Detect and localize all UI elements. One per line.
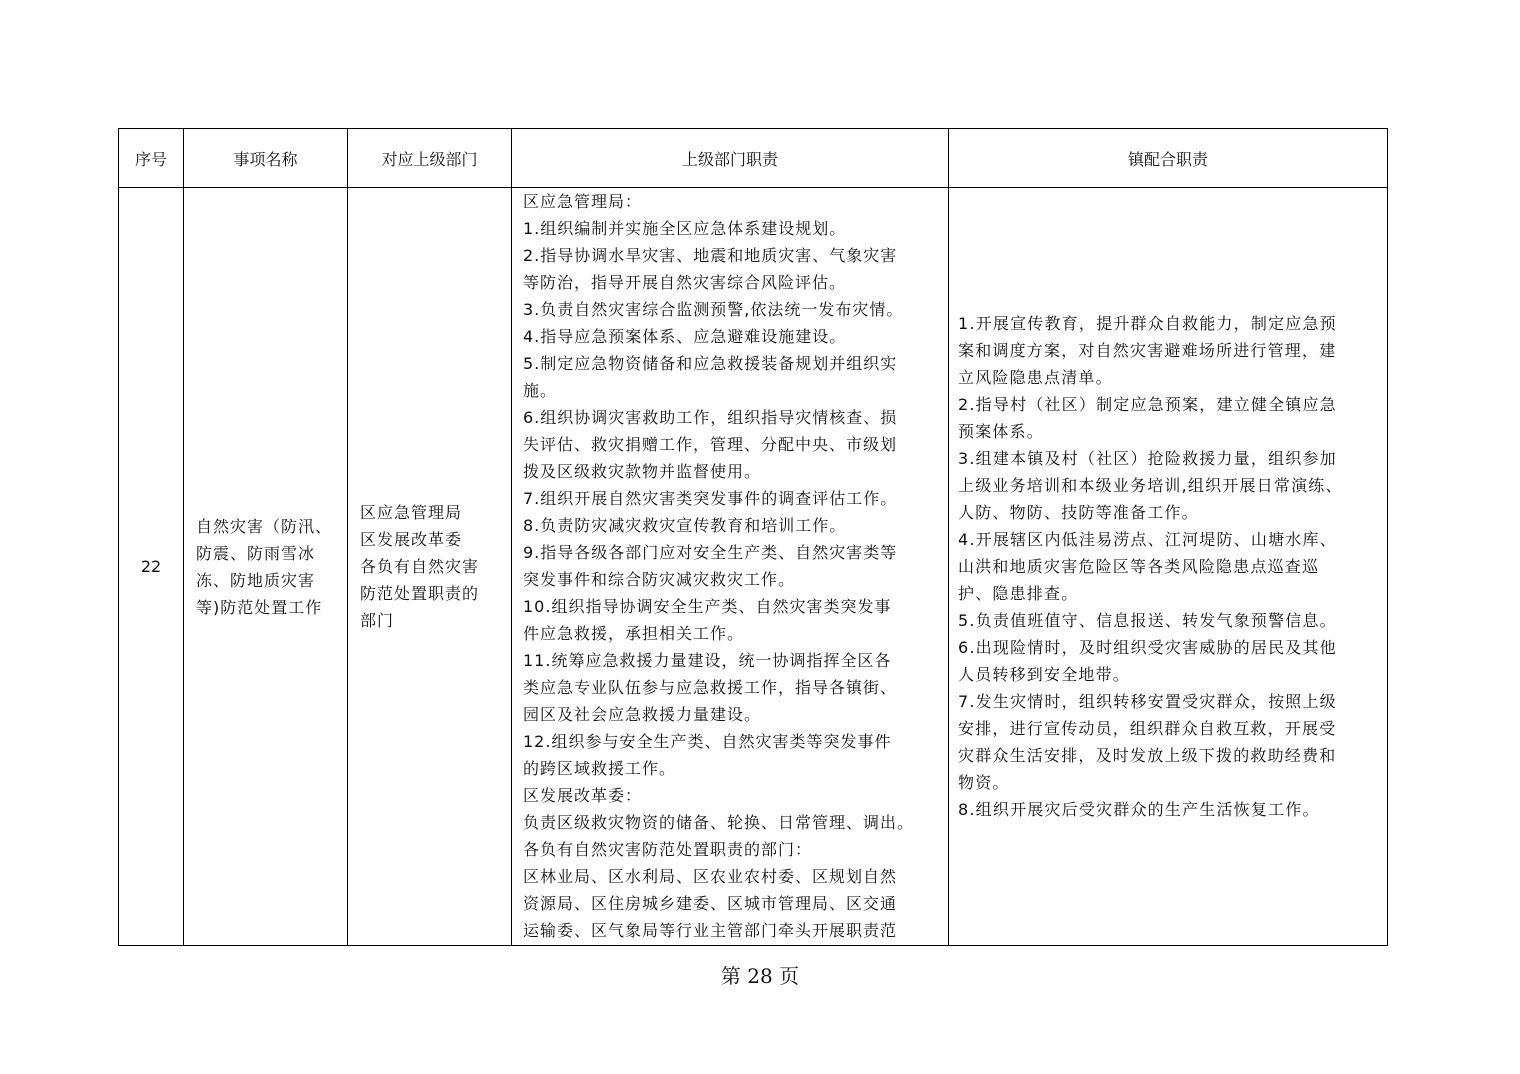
row-superior-duties: 区应急管理局： 1.组织编制并实施全区应急体系建设规划。 2.指导协调水旱灾害、地震和地质灾害、气象灾害 等防治，指导开展自然灾害综合风险评估。 3.负责自然灾害综合监测预警,依法统一发布灾情。 4.指导应急预案体系、应急避难设施建设。 5.制定应急物资储备和应急救援装备规划并组织实 施。 6.组织协调灾害救助工作，组织指导灾情核查、损 失评估、救灾捐赠工作，管理、分配中央、市级划 拨及区级救灾款物并监督使用。 7.组织开展自然灾害类突发事件的调查评估工作。 8.负责防灾减灾救灾宣传教育和培训工作。 9.指导各级各部门应对安全生产类、自然灾害类等 突发事件和综合防灾减灾救灾工作。 10.组织指导协调安全生产类、自然灾害类突发事 件应急救援，承担相关工作。 11.统筹应急救援力量建设，统一协调指挥全区各 类应急专业队伍参与应急救援工作，指导各镇街、 园区及社会应急救援力量建设。 12.组织参与安全生产类、自然灾害类等突发事件 的跨区域救援工作。 区发展改革委： 负责区级救灾物资的储备、轮换、日常管理、调出。 各负有自然灾害防范处置职责的部门： 区林业局、区水利局、区农业农村委、区规划自然 资源局、区住房城乡建委、区城市管理局、区交通 运输委、区气象局等行业主管部门牵头开展职责范 xyxy=(523,192,915,940)
row-seq: 22 xyxy=(119,188,184,946)
row-superior-duties-cell xyxy=(512,188,949,946)
header-seq: 序号 xyxy=(119,129,184,188)
duty-table xyxy=(118,128,1388,946)
header-town-duties: 镇配合职责 xyxy=(949,129,1388,188)
header-superior-duties: 上级部门职责 xyxy=(512,129,949,188)
page-number: 第 28 页 xyxy=(720,964,800,988)
header-item-name: 事项名称 xyxy=(184,129,348,188)
row-departments-cell xyxy=(348,188,512,946)
row-town-duties: 1.开展宣传教育，提升群众自救能力，制定应急预 案和调度方案，对自然灾害避难场所进行管理，建 立风险隐患点清单。 2.指导村（社区）制定应急预案，建立健全镇应急 预案体系。 3.组建本镇及村（社区）抢险救援力量，组织参加 上级业务培训和本级业务培训,组织开展日常演练、 人防、物防、技防等准备工作。 4.开展辖区内低洼易涝点、江河堤防、山塘水库、 山洪和地质灾害危险区等各类风险隐患点巡查巡 护、隐患排查。 5.负责值班值守、信息报送、转发气象预警信息。 6.出现险情时，及时组织受灾害威胁的居民及其他 人员转移到安全地带。 7.发生灾情时，组织转移安置受灾群众，按照上级 安排，进行宣传动员，组织群众自救互救，开展受 灾群众生活安排，及时发放上级下拨的救助经费和 物资。 8.组织开展灾后受灾群众的生产生活恢复工作。 xyxy=(958,314,1343,819)
table-row xyxy=(119,188,1388,946)
superior-duties-clip xyxy=(512,188,948,945)
row-town-duties-cell xyxy=(949,188,1388,946)
row-item-name-cell xyxy=(184,188,348,946)
row-item-name: 自然灾害（防汛、 防震、防雨雪冰 冻、防地质灾害 等)防范处置工作 xyxy=(196,516,333,617)
table-header-row xyxy=(119,129,1388,188)
row-departments: 区应急管理局 区发展改革委 各负有自然灾害 防范处置职责的 部门 xyxy=(360,503,480,630)
header-superior-department: 对应上级部门 xyxy=(348,129,512,188)
